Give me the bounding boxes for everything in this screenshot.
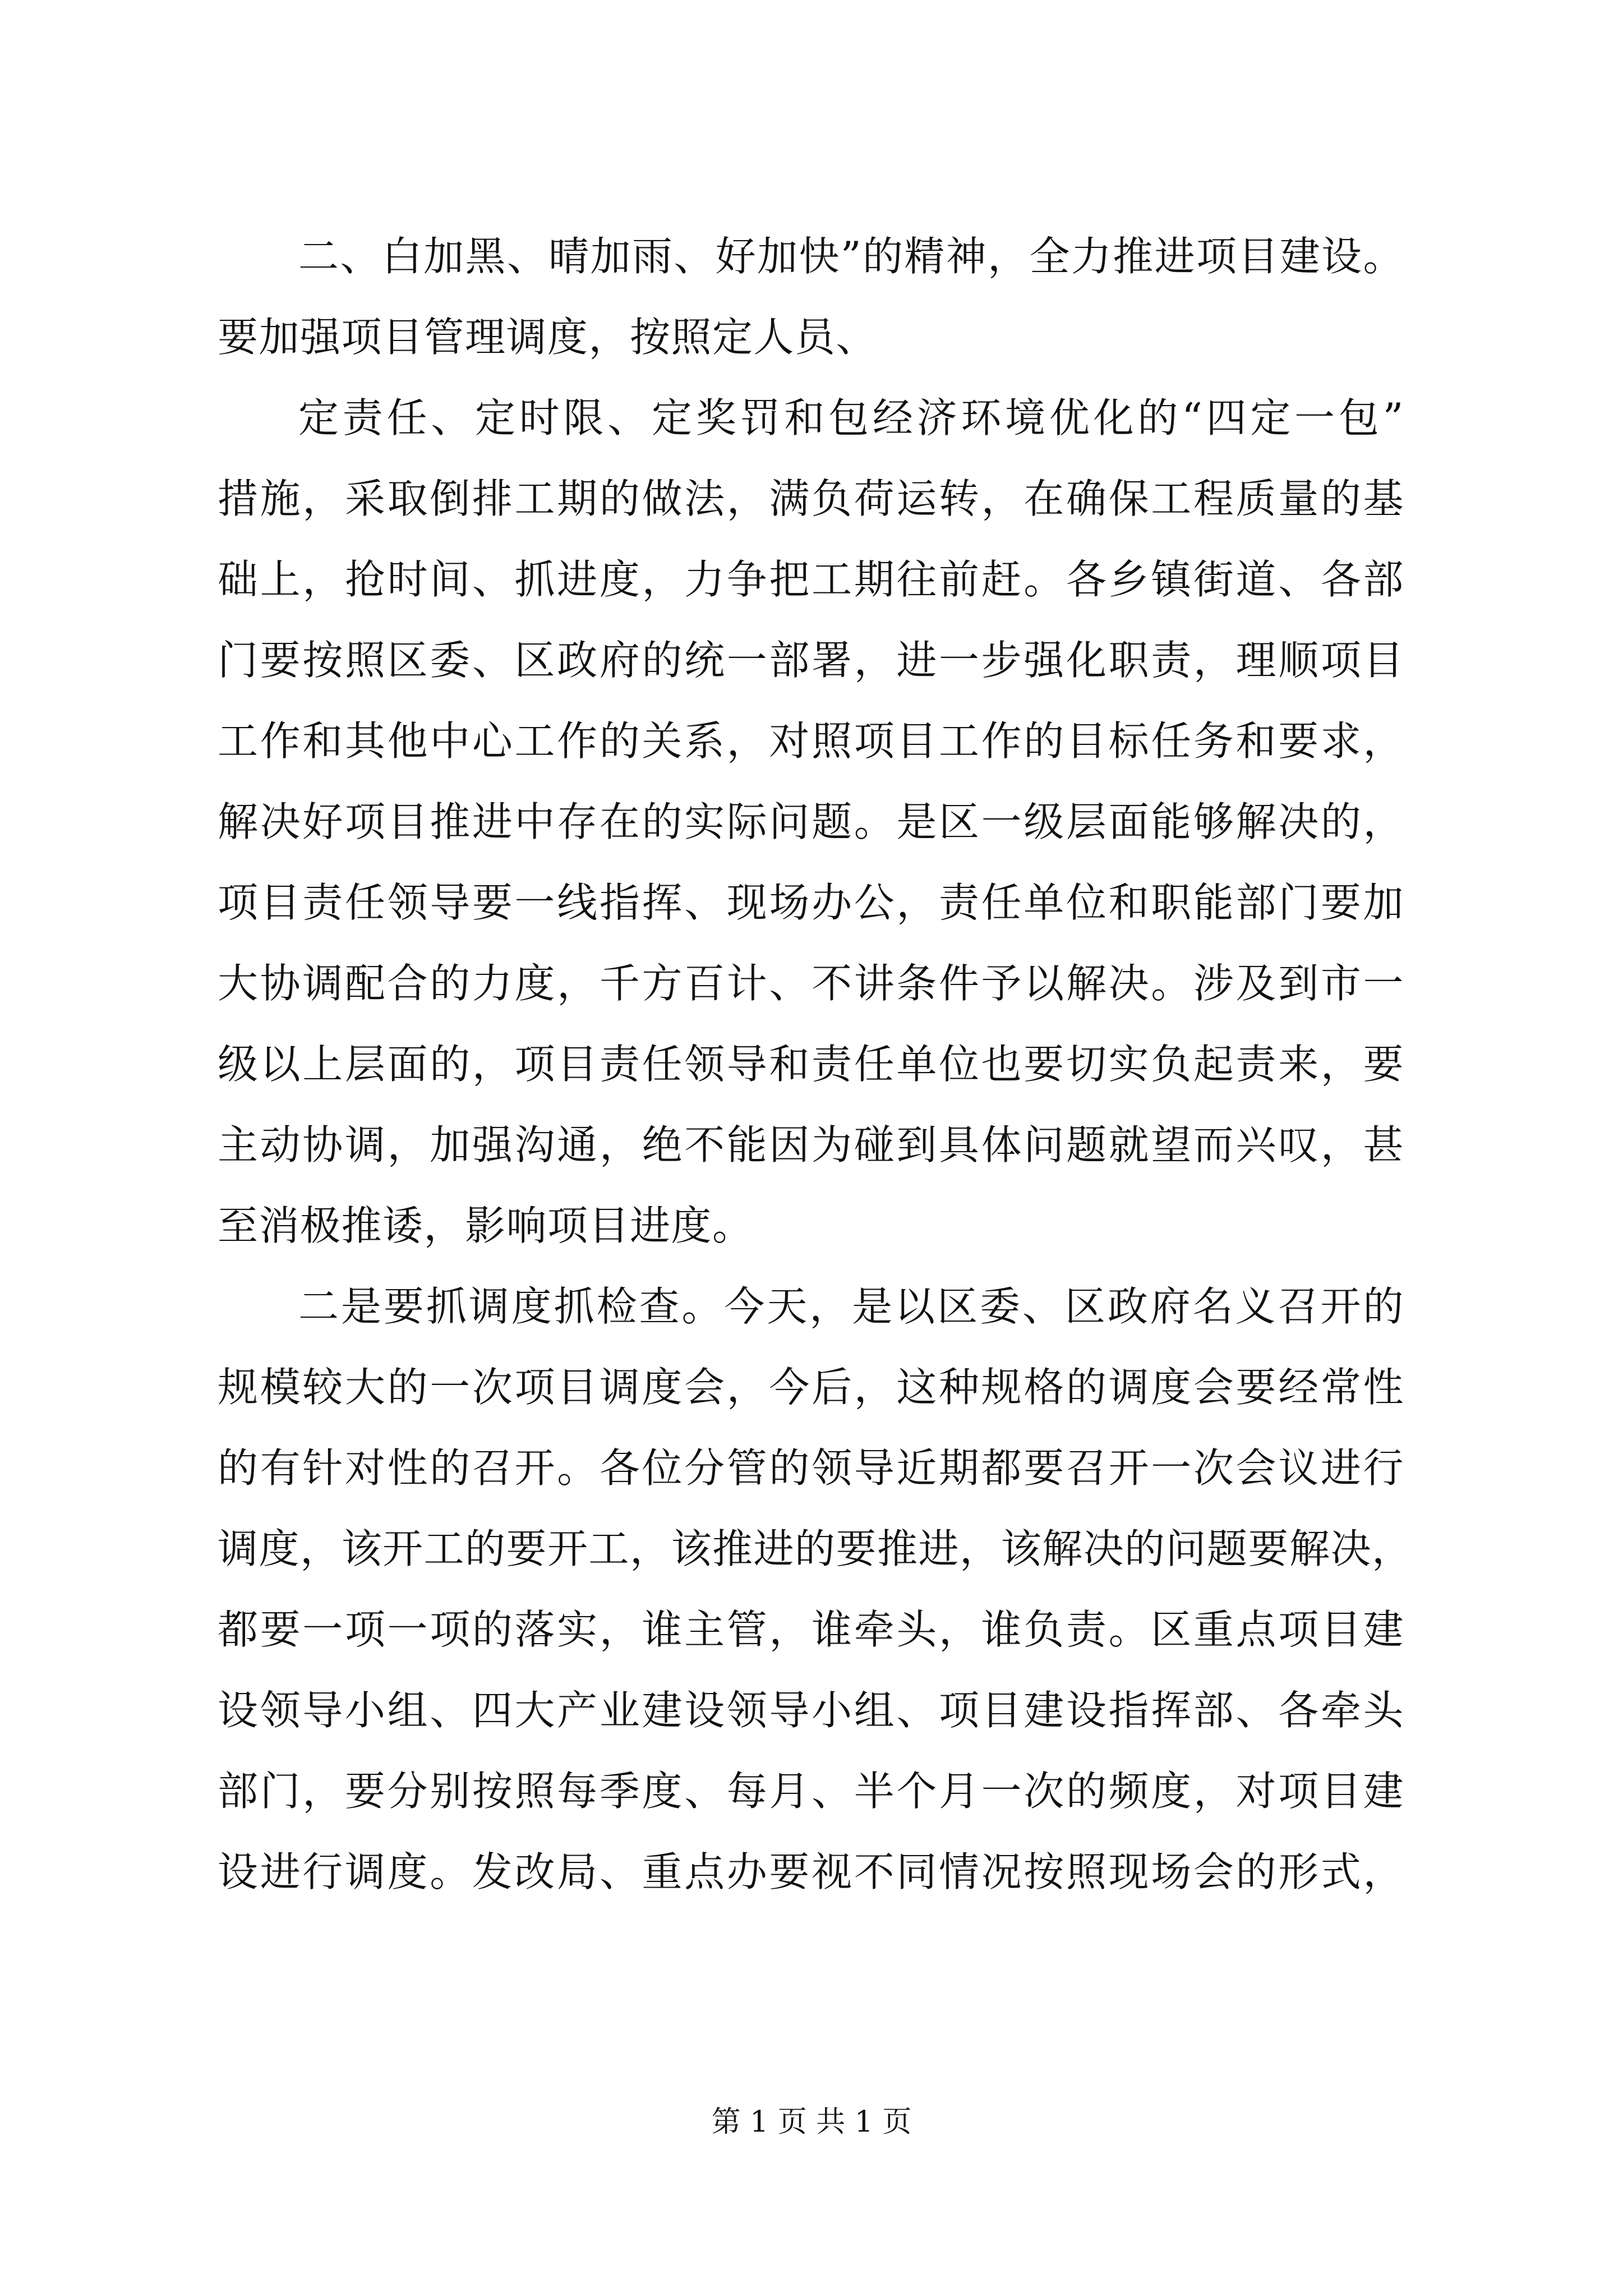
text-line: 二是要抓调度抓检查。今天，是以区委、区政府名义召开的 [298, 1283, 1404, 1330]
text-line: 措施，采取倒排工期的做法，满负荷运转，在确保工程质量的基 [218, 475, 1404, 522]
text-line: 二、白加黑、晴加雨、好加快”的精神，全力推进项目建设。 [298, 233, 1404, 280]
text-line: 的有针对性的召开。各位分管的领导近期都要召开一次会议进行 [218, 1444, 1404, 1492]
text-line: 调度，该开工的要开工，该推进的要推进，该解决的问题要解决， [218, 1525, 1413, 1572]
page-footer: 第 1 页 共 1 页 [711, 2105, 912, 2139]
text-line: 础上，抢时间、抓进度，力争把工期往前赶。各乡镇街道、各部 [218, 556, 1404, 603]
text-line: 门要按照区委、区政府的统一部署，进一步强化职责，理顺项目 [218, 637, 1404, 684]
text-line: 都要一项一项的落实，谁主管，谁牵头，谁负责。区重点项目建 [218, 1606, 1404, 1653]
text-line: 设进行调度。发改局、重点办要视不同情况按照现场会的形式， [218, 1848, 1404, 1895]
text-line: 级以上层面的，项目责任领导和责任单位也要切实负起责来，要 [218, 1041, 1404, 1088]
text-line: 至消极推诿，影响项目进度。 [218, 1202, 754, 1249]
text-line: 主动协调，加强沟通，绝不能因为碰到具体问题就望而兴叹，甚 [218, 1121, 1404, 1168]
text-line: 要加强项目管理调度，按照定人员、 [218, 314, 878, 361]
text-line: 定责任、定时限、定奖罚和包经济环境优化的“四定一包” [298, 394, 1404, 441]
body-text [218, 216, 1413, 1912]
text-line: 规模较大的一次项目调度会，今后，这种规格的调度会要经常性 [218, 1364, 1404, 1411]
text-line: 大协调配合的力度，千方百计、不讲条件予以解决。涉及到市一 [218, 960, 1404, 1007]
text-line: 工作和其他中心工作的关系，对照项目工作的目标任务和要求， [218, 717, 1404, 765]
text-line: 设领导小组、四大产业建设领导小组、项目建设指挥部、各牵头 [218, 1687, 1404, 1734]
text-line: 部门，要分别按照每季度、每月、半个月一次的频度，对项目建 [218, 1768, 1404, 1815]
text-line: 项目责任领导要一线指挥、现场办公，责任单位和职能部门要加 [218, 879, 1404, 926]
text-line: 解决好项目推进中存在的实际问题。是区一级层面能够解决的， [218, 798, 1404, 845]
